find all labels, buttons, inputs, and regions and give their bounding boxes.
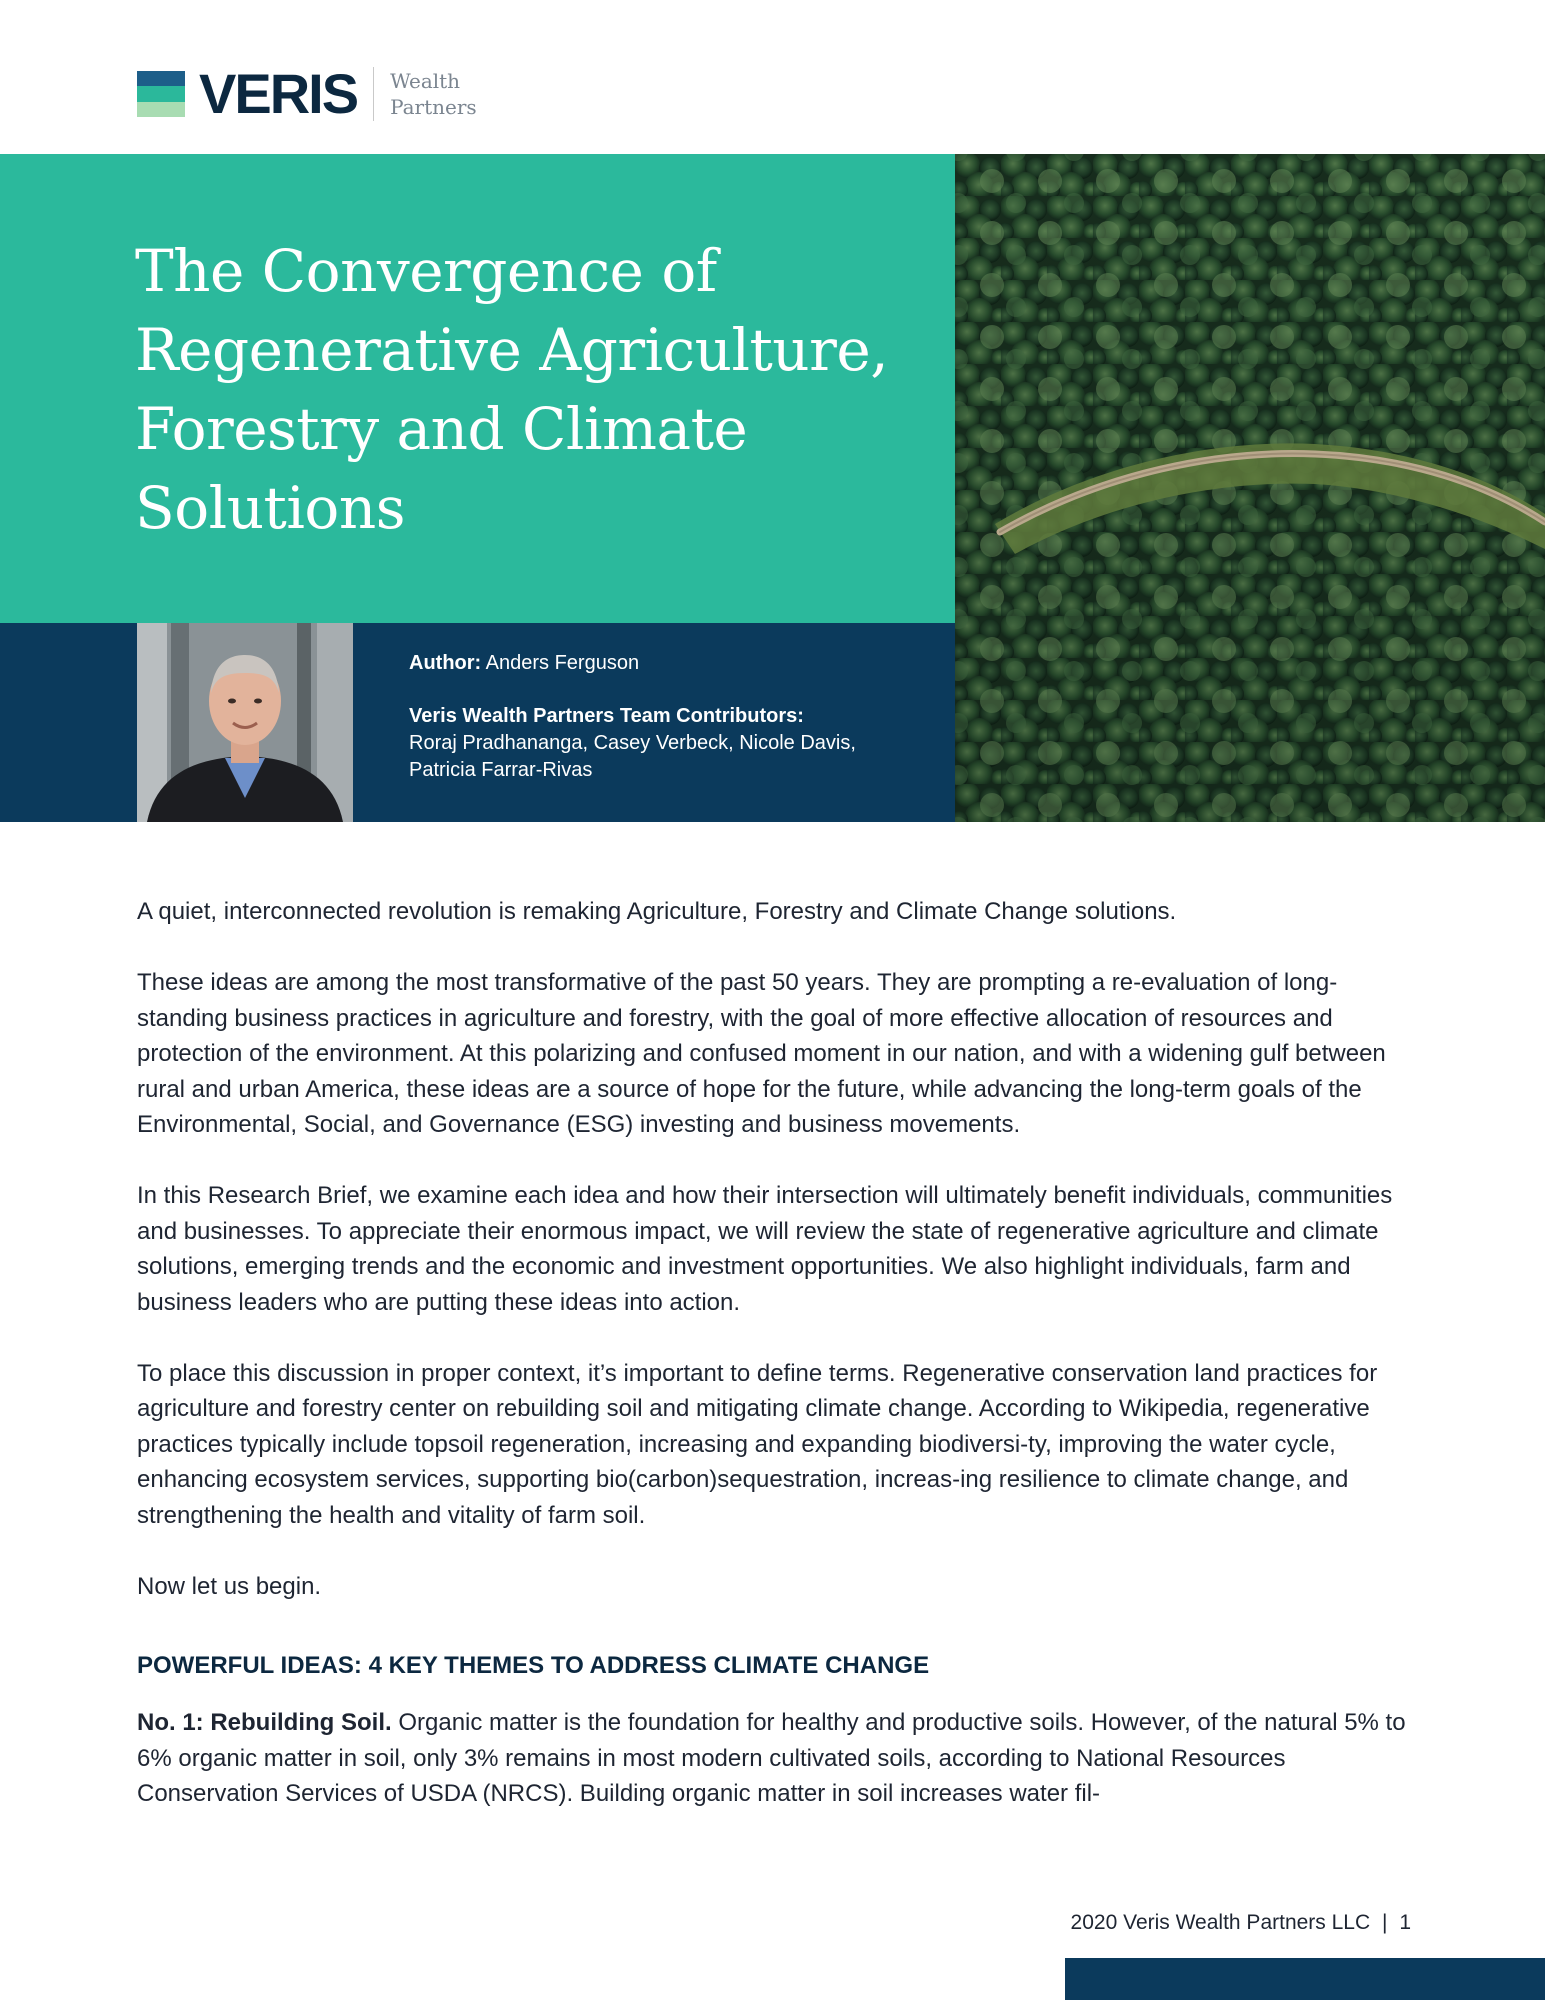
footer-separator: |: [1382, 1911, 1388, 1934]
author-name: Anders Ferguson: [485, 652, 640, 674]
footer-accent-bar: [1065, 1958, 1545, 2000]
section-heading: POWERFUL IDEAS: 4 KEY THEMES TO ADDRESS CLIMATE CHANGE: [137, 1652, 930, 1679]
logo-subtitle-line1: Wealth: [390, 69, 461, 93]
article-body: [137, 894, 1412, 1847]
author-credits: [409, 650, 929, 784]
logo-stripes-icon: [137, 71, 185, 117]
page-title: The Convergence of Regenerative Agriculture, Forestry and Climate Solutions: [135, 237, 889, 542]
author-label: Author:: [409, 652, 482, 674]
page-footer: [1071, 1911, 1411, 1935]
logo-subtitle: [390, 68, 477, 120]
forest-aerial-image: [955, 154, 1545, 822]
body-paragraph-5: Now let us begin.: [137, 1572, 322, 1600]
logo-divider: [373, 67, 374, 121]
contributors-label: Veris Wealth Partners Team Contributors:: [409, 705, 804, 727]
body-paragraph-2: These ideas are among the most transformative of the past 50 years. They are prompting a re-evaluation of long-standing business practices in agriculture and forestry, with the goal of more effective allocation of resources and protection of the environment. At this polarizing and confused moment in our nation, and with a widening gulf between rural and urban America, these ideas are a source of hope for the future, while advancing the long-term goals of the Environmental, Social, and Governance (ESG) investing and business movements.: [137, 969, 1386, 1138]
author-portrait: [137, 623, 353, 822]
author-line: [409, 650, 929, 677]
company-logo: [137, 64, 477, 124]
intro-paragraph: A quiet, interconnected revolution is remaking Agriculture, Forestry and Climate Change solutions.: [137, 898, 1177, 925]
page-number: 1: [1399, 1911, 1411, 1934]
contributors-line-2: Patricia Farrar-Rivas: [409, 759, 593, 781]
theme-1-label: No. 1: Rebuilding Soil.: [137, 1709, 392, 1736]
logo-subtitle-line2: Partners: [390, 95, 477, 119]
body-paragraph-4: To place this discussion in proper context, it’s important to define terms. Regenerative conservation land practices for agriculture and forestry center on rebuilding soil and mitigating climate change. According to Wikipedia, regenerative practices typically include topsoil regeneration, increasing and expanding biodiversi-ty, improving the water cycle, enhancing ecosystem services, supporting bio(carbon)sequestration, increas-ing resilience to climate change, and strengthening the health and vitality of farm soil.: [137, 1359, 1378, 1529]
body-paragraph-3: In this Research Brief, we examine each idea and how their intersection will ultimately benefit individuals, communities and businesses. To appreciate their enormous impact, we will review the state of regenerative agriculture and climate solutions, emerging trends and the economic and investment opportunities. We also highlight individuals, farm and business leaders who are putting these ideas into action.: [137, 1182, 1393, 1316]
footer-copyright: 2020 Veris Wealth Partners LLC: [1070, 1911, 1371, 1934]
theme-1-paragraph: [137, 1705, 1412, 1812]
logo-wordmark: VERIS: [199, 62, 358, 125]
contributors-line-1: Roraj Pradhananga, Casey Verbeck, Nicole Davis,: [409, 732, 856, 754]
theme-1-text: Organic matter is the foundation for healthy and productive soils. However, of the natural 5% to 6% organic matter in soil, only 3% remains in most modern cultivated soils, according to National Resources Conservation Services of USDA (NRCS). Building organic matter in soil increases water fil-: [137, 1709, 1406, 1807]
